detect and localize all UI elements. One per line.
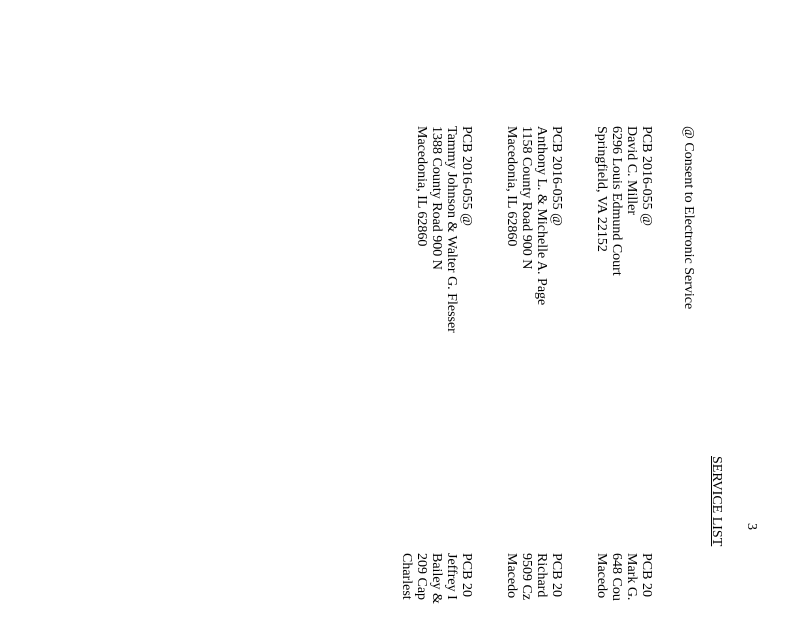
case-number: PCB 2016-055 @: [639, 126, 654, 227]
case-number: PCB 2016-055 @: [549, 126, 564, 227]
city-state-zip: Macedo: [594, 553, 609, 599]
page-number: 3: [744, 523, 759, 530]
city-state-zip: Charlest: [399, 553, 414, 600]
city-state-zip: Macedo: [504, 553, 519, 599]
street-address: 1158 County Road 900 N: [519, 126, 534, 270]
case-number: PCB 20: [639, 553, 654, 597]
city-state-zip: Springfield, VA 22152: [594, 126, 609, 252]
street-address: 648 Cou: [609, 553, 624, 601]
consent-note: @ Consent to Electronic Service: [681, 126, 696, 310]
street-address: 209 Cap: [414, 553, 429, 601]
address-entry-1: [594, 126, 654, 333]
service-list-heading: SERVICE LIST: [709, 456, 724, 547]
city-state-zip: Macedonia, IL 62860: [414, 126, 429, 247]
recipient-name: Richard: [534, 553, 549, 598]
recipient-name: Anthony L. & Michelle A. Page: [534, 126, 549, 306]
address-entry-5: [504, 553, 564, 604]
street-address: 9509 Cz: [519, 553, 534, 601]
recipient-name: Mark G.: [624, 553, 639, 601]
case-number: PCB 2016-055 @: [459, 126, 474, 227]
case-number: PCB 20: [459, 553, 474, 597]
city-state-zip: Macedonia, IL 62860: [504, 126, 519, 247]
street-address: 6296 Louis Edmund Court: [609, 126, 624, 276]
right-address-column: [399, 553, 654, 604]
address-entry-4: [594, 553, 654, 604]
recipient-name: Jeffrey I: [444, 553, 459, 600]
address-entry-3: [414, 126, 474, 333]
firm-name: Bailey &: [429, 553, 444, 604]
address-entry-6: [399, 553, 474, 604]
street-address: 1388 County Road 900 N: [429, 126, 444, 270]
left-address-column: [414, 126, 654, 333]
case-number: PCB 20: [549, 553, 564, 597]
recipient-name: David C. Miller: [624, 126, 639, 216]
recipient-name: Tammy Johnson & Walter G. Flesser: [444, 126, 459, 333]
address-entry-2: [504, 126, 564, 333]
